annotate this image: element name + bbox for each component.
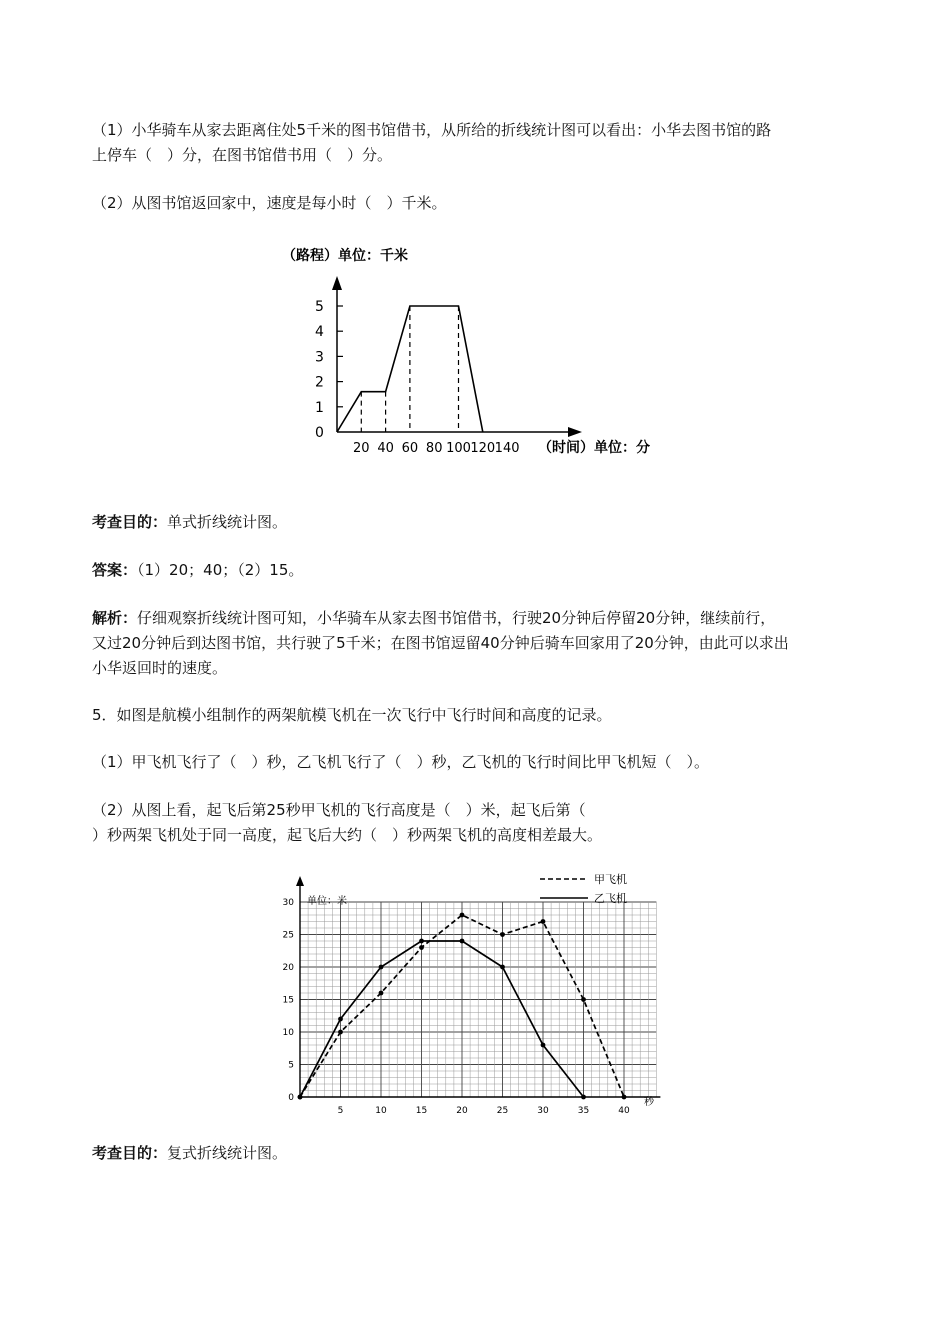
q4-analysis-line1 bbox=[92, 606, 862, 631]
chart1-xlabel: （时间）单位：分 bbox=[538, 440, 650, 456]
distance-time-chart bbox=[270, 238, 670, 463]
chart2-ytick-label: 0 bbox=[288, 1093, 294, 1103]
q4-analysis-text-1: 仔细观察折线统计图可知，小华骑车从家去图书馆借书，行驶20分钟后停留20分钟，继续前行， bbox=[137, 609, 776, 627]
chart2-xtick-label: 40 bbox=[618, 1106, 630, 1116]
q4-aim bbox=[92, 510, 862, 535]
q5-part2-line1: （2）从图上看，起飞后第25秒甲飞机的飞行高度是（ ）米，起飞后第（ bbox=[92, 801, 586, 819]
series-yi-point bbox=[298, 1095, 303, 1100]
series-yi-point bbox=[419, 939, 424, 944]
chart2-xtick-label: 5 bbox=[337, 1106, 344, 1116]
q4-answer bbox=[92, 558, 862, 583]
q4-aim-label: 考查目的： bbox=[92, 513, 168, 531]
q5-aim-text: 复式折线统计图。 bbox=[167, 1144, 288, 1162]
series-jia-point bbox=[541, 919, 546, 924]
chart1-xtick-label: 120 bbox=[470, 441, 496, 456]
q5-part1: （1）甲飞机飞行了（ ）秒，乙飞机飞行了（ ）秒，乙飞机的飞行时间比甲飞机短（ ）。 bbox=[92, 753, 710, 771]
chart2-y-arrow bbox=[296, 876, 304, 886]
q4-answer-text: （1）20；40；（2）15。 bbox=[137, 561, 304, 579]
chart2-xtick-label: 30 bbox=[537, 1106, 549, 1116]
q5-aim bbox=[92, 1141, 862, 1166]
chart1-ytick-label: 0 bbox=[315, 425, 324, 441]
q4-aim-text: 单式折线统计图。 bbox=[167, 513, 288, 531]
legend-label-jia: 甲飞机 bbox=[594, 873, 627, 886]
series-jia-point bbox=[379, 991, 384, 996]
q5-aim-label: 考查目的： bbox=[92, 1144, 168, 1162]
q4-part1-line1: （1）小华骑车从家去距离住处5千米的图书馆借书，从所给的折线统计图可以看出：小华去图书馆的路 bbox=[92, 121, 772, 139]
q4-analysis-line2: 又过20分钟后到达图书馆，共行驶了5千米；在图书馆逗留40分钟后骑车回家用了20分钟，由此可以求出 bbox=[92, 634, 789, 652]
series-yi-point bbox=[460, 939, 465, 944]
chart2-xtick-label: 15 bbox=[415, 1106, 428, 1116]
flight-height-chart bbox=[270, 868, 690, 1118]
chart1-ytick-label: 1 bbox=[315, 399, 324, 416]
series-jia-point bbox=[460, 913, 465, 918]
series-yi-point bbox=[379, 965, 384, 970]
q5-title: 5．如图是航模小组制作的两架航模飞机在一次飞行中飞行时间和高度的记录。 bbox=[92, 706, 612, 724]
q5-part2-line2: ）秒两架飞机处于同一高度，起飞后大约（ ）秒两架飞机的高度相差最大。 bbox=[92, 826, 603, 844]
chart2-xtick-label: 35 bbox=[577, 1106, 590, 1116]
series-jia-point bbox=[581, 997, 586, 1002]
chart2-xtick-label: 25 bbox=[496, 1106, 509, 1116]
chart2-xtick-label: 10 bbox=[375, 1106, 387, 1116]
series-jia-point bbox=[338, 1030, 343, 1035]
q4-part1-line2: 上停车（ ）分，在图书馆借书用（ ）分。 bbox=[92, 146, 393, 164]
series-yi-point bbox=[581, 1095, 586, 1100]
chart2-legend bbox=[540, 872, 627, 905]
chart1-xtick-label: 80 bbox=[425, 441, 443, 456]
chart1-axes bbox=[332, 276, 582, 437]
q4-part2: （2）从图书馆返回家中，速度是每小时（ ）千米。 bbox=[92, 194, 447, 212]
chart2-ytick-label: 25 bbox=[282, 930, 294, 941]
chart2-ytick-label: 10 bbox=[282, 1028, 294, 1038]
chart1-xtick-label: 100 bbox=[446, 441, 471, 456]
legend-label-yi: 乙飞机 bbox=[594, 892, 627, 905]
series-yi-point bbox=[500, 965, 505, 970]
chart1-ytick-label: 3 bbox=[315, 349, 324, 366]
chart2-ytick-label: 20 bbox=[282, 963, 294, 973]
q4-analysis-label: 解析： bbox=[92, 609, 138, 627]
chart1-ylabel: （路程）单位：千米 bbox=[282, 248, 408, 264]
chart2-xtick-label: 20 bbox=[456, 1106, 468, 1116]
chart2-ylabel: 单位：米 bbox=[307, 896, 347, 907]
chart1-xtick-label: 140 bbox=[494, 441, 520, 456]
series-jia-point bbox=[622, 1095, 627, 1100]
chart2-xlabel: 秒 bbox=[644, 1097, 654, 1108]
chart1-xtick-label: 20 bbox=[353, 441, 370, 456]
chart1-xtick-label: 40 bbox=[377, 441, 394, 456]
series-jia-point bbox=[500, 932, 505, 937]
chart2-ytick-label: 5 bbox=[288, 1060, 294, 1071]
q4-analysis-line3: 小华返回时的速度。 bbox=[92, 659, 228, 677]
chart2-ytick-label: 15 bbox=[282, 995, 294, 1006]
chart1-ytick-label: 2 bbox=[315, 374, 324, 391]
chart2-ytick-label: 30 bbox=[282, 898, 294, 908]
series-yi-point bbox=[338, 1017, 343, 1022]
chart1-ytick-label: 4 bbox=[315, 324, 324, 341]
chart1-ytick-label: 5 bbox=[315, 299, 324, 315]
q4-answer-label: 答案： bbox=[92, 561, 138, 579]
series-jia-point bbox=[419, 945, 424, 950]
chart1-xtick-label: 60 bbox=[401, 441, 419, 456]
series-yi-point bbox=[541, 1043, 546, 1048]
